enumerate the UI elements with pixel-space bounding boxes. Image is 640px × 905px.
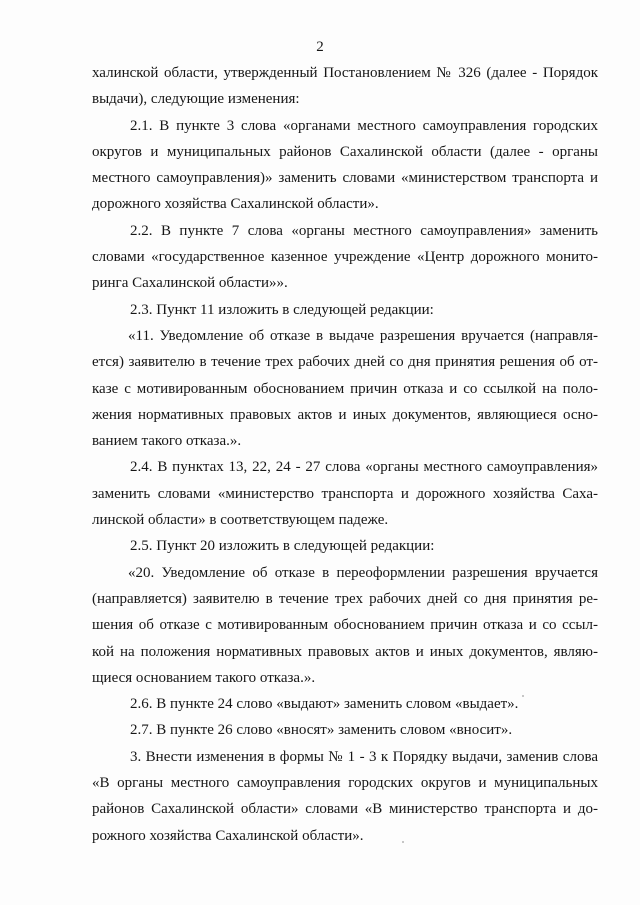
text-line: местного самоуправления)» заменить словами «министерством транспорта и: [92, 170, 598, 187]
text-line: 2.3. Пункт 11 изложить в следующей редакции:: [130, 301, 434, 318]
paragraph-item-2-2: [92, 218, 598, 297]
text-line: словами «государственное казенное учреждение «Центр дорожного монито-: [92, 249, 598, 266]
text-line: ринга Сахалинской области»».: [92, 275, 288, 292]
text-line: щиеся основанием такого отказа.».: [92, 669, 316, 686]
text-line: 2.1. В пункте 3 слова «органами местного самоуправления городских: [130, 117, 598, 134]
text-line: районов Сахалинской области» словами «В министерство транспорта и до-: [92, 801, 598, 818]
scan-speck: [402, 841, 404, 843]
text-line: дорожного хозяйства Сахалинской области».: [92, 196, 379, 213]
text-line: выдачи), следующие изменения:: [92, 91, 300, 108]
text-line: 2.7. В пункте 26 слово «вносят» заменить словом «вносит».: [130, 722, 513, 739]
text-line: ванием такого отказа.».: [92, 433, 242, 450]
paragraph-continuation: [92, 60, 598, 113]
text-line: заменить словами «министерство транспорта и дорожного хозяйства Саха-: [92, 485, 598, 502]
text-line: кой на положения нормативных правовых актов и иных документов, являю-: [92, 643, 598, 660]
paragraph-quote-11: [92, 323, 598, 454]
text-line: ется) заявителю в течение трех рабочих дней со дня принятия решения об от-: [92, 354, 598, 371]
paragraph-quote-20: [92, 560, 598, 691]
text-line: округов и муниципальных районов Сахалинской области (далее - органы: [92, 143, 598, 160]
paragraph-item-2-3: [92, 297, 598, 323]
text-line: шения об отказе с мотивированным обоснованием причин отказа и со ссыл-: [92, 617, 598, 634]
paragraph-item-2-4: [92, 454, 598, 533]
paragraph-item-2-1: [92, 113, 598, 218]
text-line: 2.4. В пунктах 13, 22, 24 - 27 слова «органы местного самоуправления»: [130, 459, 598, 476]
document-body: [92, 60, 598, 849]
paragraph-item-2-5: [92, 533, 598, 559]
page-number: 2: [316, 39, 324, 55]
text-line: 2.5. Пункт 20 изложить в следующей редакции:: [130, 538, 435, 555]
text-line: казе с мотивированным обоснованием причин отказа и со ссылкой на поло-: [92, 380, 598, 397]
text-line: линской области» в соответствующем падеже.: [92, 512, 389, 529]
text-line: жения нормативных правовых актов и иных документов, являющиеся осно-: [92, 406, 598, 423]
text-line: «В органы местного самоуправления городских округов и муниципальных: [92, 775, 598, 792]
text-line: 2.2. В пункте 7 слова «органы местного самоуправления» заменить: [130, 222, 598, 239]
paragraph-item-3: [92, 744, 598, 849]
text-line: 2.6. В пункте 24 слово «выдают» заменить словом «выдает».: [130, 696, 519, 713]
text-line: рожного хозяйства Сахалинской области».: [92, 827, 364, 844]
scan-speck: [522, 695, 524, 697]
text-line: «11. Уведомление об отказе в выдаче разрешения вручается (направля-: [128, 327, 598, 344]
text-line: халинской области, утвержденный Постановлением № 326 (далее - Порядок: [92, 65, 598, 81]
text-line: «20. Уведомление об отказе в переоформлении разрешения вручается: [128, 564, 598, 581]
text-line: 3. Внести изменения в формы № 1 - 3 к Порядку выдачи, заменив слова: [130, 748, 598, 765]
text-line: (направляется) заявителю в течение трех рабочих дней со дня принятия ре-: [92, 590, 598, 607]
paragraph-item-2-7: [92, 717, 598, 743]
